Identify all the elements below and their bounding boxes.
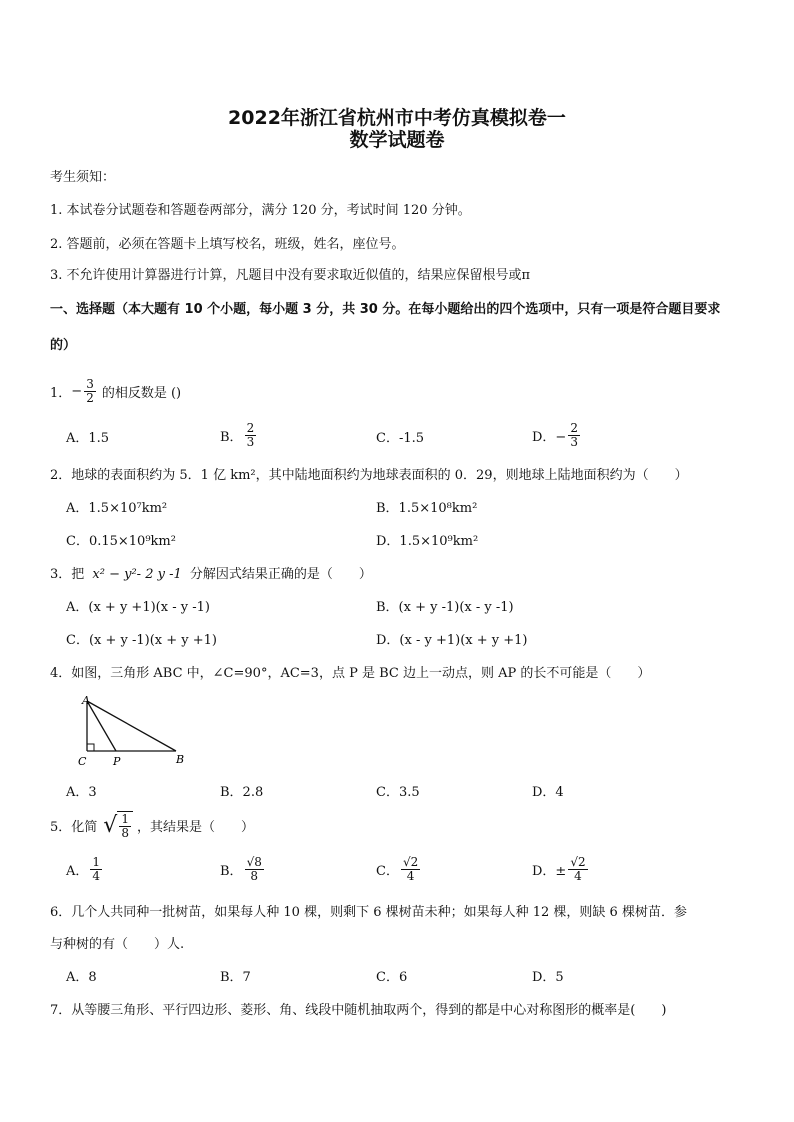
question-text: ，其结果是（ ） [136,820,254,835]
radical-sign: √ [246,855,255,869]
radicand: 2 [410,855,419,869]
question-text: 分解因式结果正确的是（ ） [189,567,372,582]
section-heading-line2: 的） [50,338,77,353]
fraction-denominator: 8 [121,826,129,840]
q5-option-c [376,856,422,883]
option-label: B． [220,864,243,879]
q1-option-a: A．1.5 [66,431,110,446]
radical-sign: √ [103,812,118,838]
fraction [84,378,96,405]
fraction-denominator: 2 [86,391,94,405]
option-label: C． [376,864,399,879]
question-prefix: 5．化简 [50,820,98,835]
fraction [245,856,264,883]
q3-option-d: D．(x - y +1)(x + y +1) [376,633,528,648]
fraction-denominator: 4 [406,869,415,883]
fraction [119,813,131,840]
fraction-denominator: 3 [570,435,578,449]
q5-option-b [220,856,266,883]
question-6-line1: 6．几个人共同种一批树苗，如果每人种 10 棵，则剩下 6 棵树苗未种；如果每人种 12 棵，则缺 6 棵树苗．参 [50,905,687,920]
q3-option-b: B．(x + y -1)(x - y -1) [376,600,514,615]
q6-option-d: D．5 [532,970,564,985]
fraction-denominator: 3 [246,435,255,449]
q2-option-c: C．0.15×10⁹km² [66,534,176,549]
radicand [117,811,133,840]
fraction-numerator: 3 [86,377,94,391]
q1-option-b [220,422,258,449]
notice-item-3: 3. 不允许使用计算器进行计算，凡题目中没有要求取近似值的，结果应保留根号或π [50,268,531,283]
vertex-label-a: A [82,694,90,707]
question-4: 4．如图，三角形 ABC 中，∠C=90°，AC=3，点 P 是 BC 边上一动点，则 AP 的长不可能是（ ） [50,666,651,681]
option-label: A． [66,864,89,879]
side-ab [87,701,176,751]
option-label: D．− [532,430,567,445]
vertex-label-b: B [176,753,185,766]
fraction-numerator: 1 [121,812,129,826]
fraction-numerator: 1 [92,855,101,869]
fraction [568,422,580,449]
question-5 [50,811,254,840]
fraction-numerator: 2 [246,421,255,435]
fraction-numerator [245,856,264,870]
math-expression: x² − y²- 2 y -1 [92,567,182,582]
fraction-denominator: 4 [574,869,582,883]
question-1 [50,378,181,405]
question-2: 2．地球的表面积约为 5．1 亿 km²，其中陆地面积约为地球表面积的 0．29，则地球上陆地面积约为（ ） [50,468,688,483]
q1-option-d [532,422,582,449]
q5-option-a [66,856,104,883]
square-root [103,811,133,840]
q1-option-c: C．-1.5 [376,431,425,446]
radical-sign: √ [570,855,578,869]
question-7: 7．从等腰三角形、平行四边形、菱形、角、线段中随机抽取两个，得到的都是中心对称图形的概率是( ) [50,1003,667,1018]
vertex-label-c: C [78,755,87,768]
fraction [568,856,587,883]
fraction-denominator: 4 [92,869,101,883]
notice-heading: 考生须知： [50,170,116,185]
q4-option-d: D．4 [532,785,564,800]
option-label: B． [220,430,243,445]
q6-option-a: A．8 [66,970,97,985]
q6-option-b: B．7 [220,970,251,985]
radical-sign: √ [402,855,411,869]
q2-option-a: A．1.5×10⁷km² [66,501,168,516]
q4-option-b: B．2.8 [220,785,264,800]
exam-title: 2022年浙江省杭州市中考仿真模拟卷一 [228,107,566,129]
fraction-numerator: 2 [570,421,578,435]
q3-option-c: C．(x + y -1)(x + y +1) [66,633,217,648]
fraction [245,422,257,449]
radicand: 2 [577,855,586,869]
option-label: D．± [532,864,567,879]
question-3 [50,563,372,582]
question-6-line2: 与种树的有（ ）人. [50,937,185,952]
q5-option-d [532,856,590,883]
fraction-numerator [401,856,420,870]
q3-option-a: A．(x + y +1)(x - y -1) [66,600,210,615]
question-number: 1． [50,386,72,401]
q4-option-a: A．3 [66,785,97,800]
fraction [401,856,420,883]
question-text: 的相反数是 () [101,386,182,401]
notice-item-1: 1. 本试卷分试题卷和答题卷两部分，满分 120 分，考试时间 120 分钟。 [50,203,471,218]
fraction-denominator: 8 [250,869,259,883]
fraction [90,856,102,883]
notice-item-2: 2. 答题前，必须在答题卡上填写校名，班级，姓名，座位号。 [50,237,405,252]
q6-option-c: C．6 [376,970,408,985]
section-heading-line1: 一、选择题（本大题有 10 个小题，每小题 3 分，共 30 分。在每小题给出的四个选项中，只有一项是符合题目要求 [50,302,721,317]
exam-subtitle: 数学试题卷 [349,129,445,151]
triangle-diagram [72,693,192,769]
q4-option-c: C．3.5 [376,785,420,800]
point-label-p: P [113,755,121,768]
q2-option-b: B．1.5×10⁸km² [376,501,478,516]
radicand: 8 [254,855,262,869]
fraction-numerator [568,856,587,870]
question-prefix: 3．把 [50,567,85,582]
right-angle-marker [87,744,94,751]
minus-sign: − [71,384,83,399]
q2-option-d: D．1.5×10⁹km² [376,534,479,549]
